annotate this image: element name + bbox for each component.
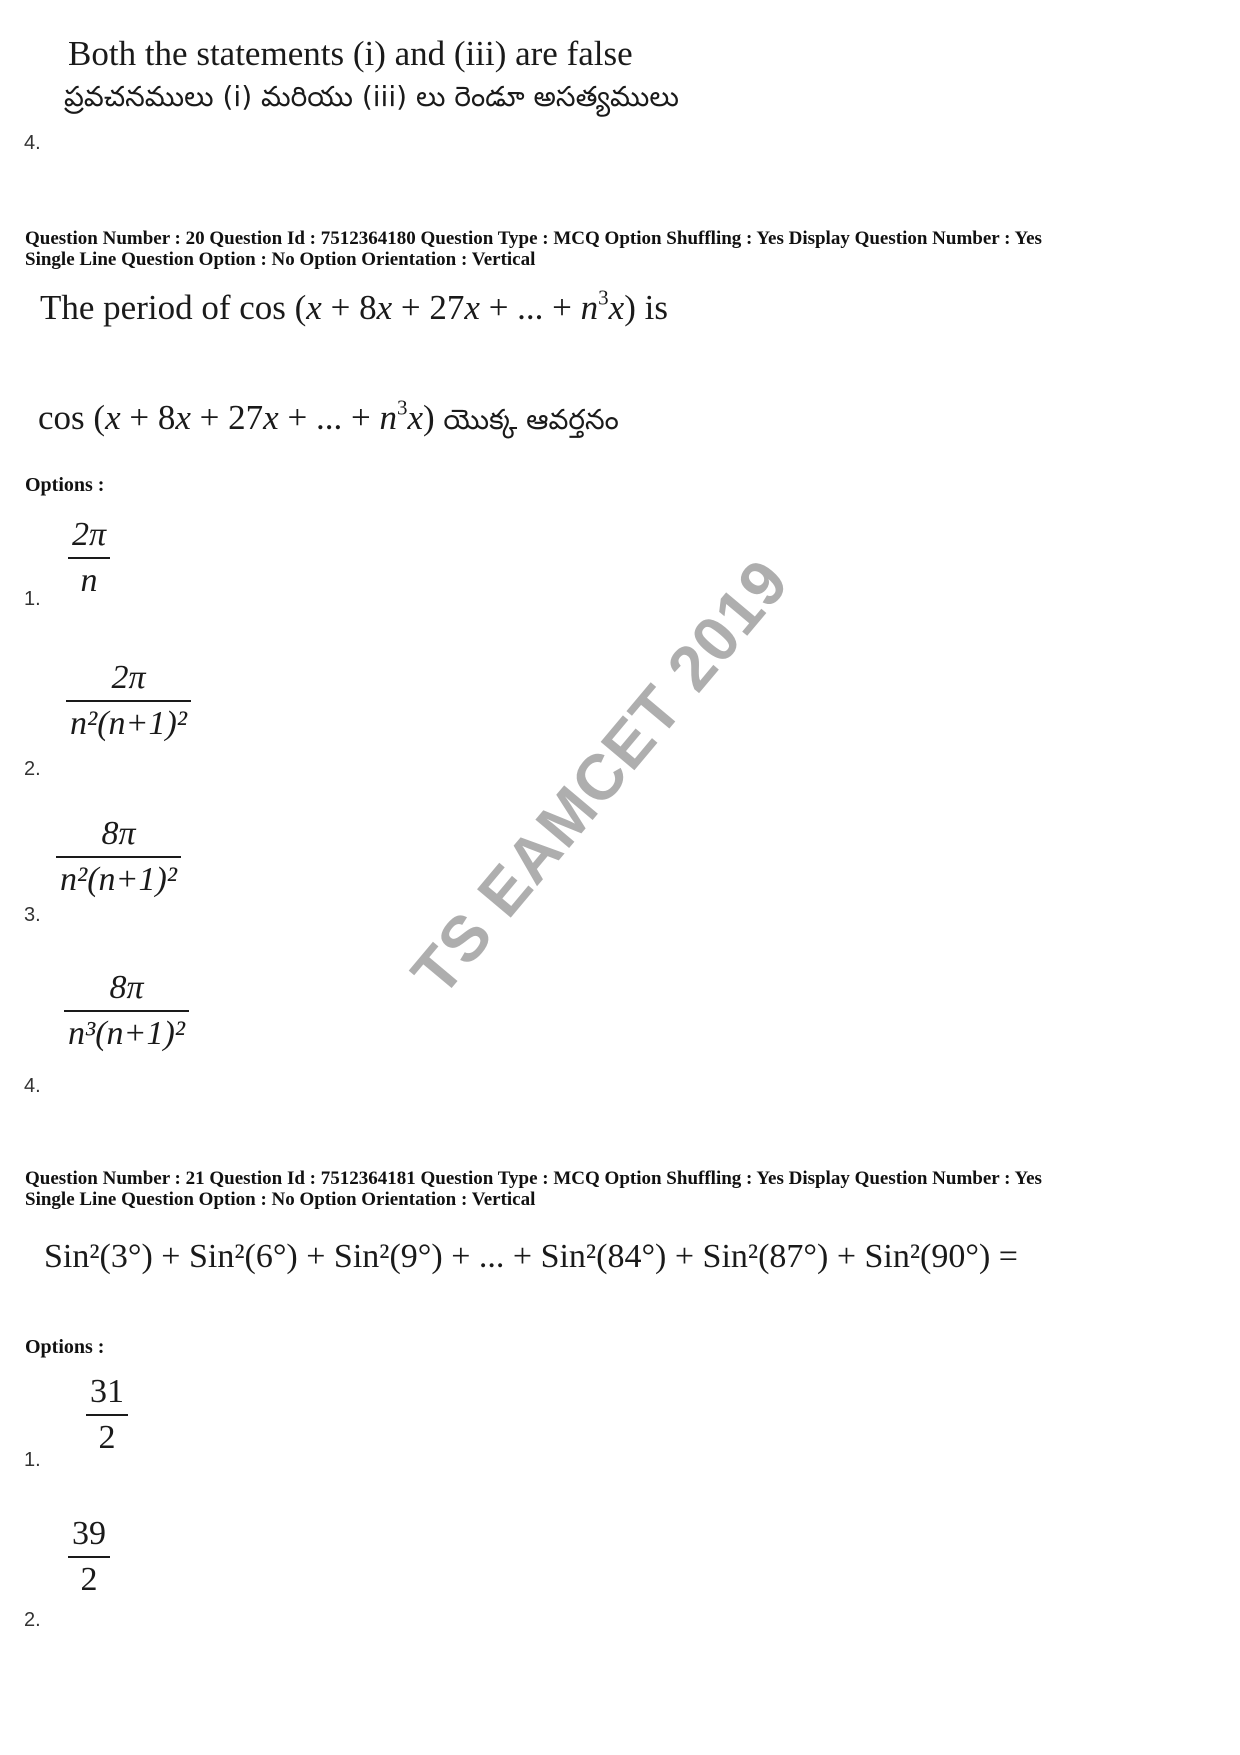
q20-question-prefix: The period of cos ( — [40, 288, 307, 327]
q20-option3-fraction — [56, 814, 181, 900]
q20-option1-fraction — [68, 515, 110, 601]
q20-option4-numerator: 8π — [109, 969, 144, 1006]
prev-option4-number: 4. — [24, 132, 41, 154]
q21-meta-line2: Single Line Question Option : No Option Orientation : Vertical — [25, 1189, 536, 1210]
q20-option4-denominator: n³(n+1)² — [68, 1015, 185, 1052]
q20-option3-denominator: n²(n+1)² — [60, 861, 177, 898]
q20-option2-numerator: 2π — [111, 659, 146, 696]
q20-option4-number: 4. — [24, 1075, 41, 1097]
q20-option1-denominator: n — [80, 562, 98, 599]
q20-option1-number: 1. — [24, 588, 41, 610]
q20-telugu-suffix: యొక్క ఆవర్తనం — [443, 403, 619, 436]
q20-option4-fraction — [64, 968, 189, 1054]
q21-option1-number: 1. — [24, 1449, 41, 1471]
q20-question-telugu: cos (x + 8x + 27x + ... + $n^3x$) యొక్క ఆవర్తనం — [38, 395, 619, 437]
q20-option2-denominator: n²(n+1)² — [70, 705, 187, 742]
q20-option1-numerator: 2π — [72, 516, 107, 553]
q20-telugu-prefix: cos ( — [38, 398, 106, 437]
q20-option2-fraction — [66, 658, 191, 744]
prev-option4-english: Both the statements (i) and (iii) are false — [68, 34, 633, 73]
prev-option4-telugu: ప్రవచనములు (i) మరియు (iii) లు రెండూ అసత్యములు — [64, 80, 679, 113]
q21-option2-fraction — [68, 1514, 110, 1600]
q21-option2-numerator: 39 — [72, 1515, 106, 1552]
q20-option3-numerator: 8π — [101, 815, 136, 852]
q20-meta-line1: Question Number : 20 Question Id : 7512364180 Question Type : MCQ Option Shuffling : Yes Display Question Number : Yes — [25, 228, 1042, 249]
q21-option1-fraction — [86, 1372, 128, 1458]
q20-option3-number: 3. — [24, 904, 41, 926]
q20-meta-line2: Single Line Question Option : No Option Orientation : Vertical — [25, 249, 536, 270]
q20-question-english: The period of cos (x + 8x + 27x + ... + $n^3x$) is — [40, 285, 668, 327]
q21-option1-denominator: 2 — [98, 1419, 116, 1456]
q21-options-label: Options : — [25, 1336, 105, 1358]
q20-option2-number: 2. — [24, 758, 41, 780]
q21-option2-denominator: 2 — [80, 1561, 98, 1598]
q21-option2-number: 2. — [24, 1609, 41, 1631]
q21-option1-numerator: 31 — [90, 1373, 124, 1410]
q21-question: Sin²(3°) + Sin²(6°) + Sin²(9°) + ... + Sin²(84°) + Sin²(87°) + Sin²(90°) = — [44, 1238, 1018, 1275]
q21-meta-line1: Question Number : 21 Question Id : 7512364181 Question Type : MCQ Option Shuffling : Yes Display Question Number : Yes — [25, 1168, 1042, 1189]
q20-question-suffix: is — [644, 288, 668, 327]
watermark: TS EAMCET 2019 — [397, 545, 803, 1009]
q20-options-label: Options : — [25, 474, 105, 496]
